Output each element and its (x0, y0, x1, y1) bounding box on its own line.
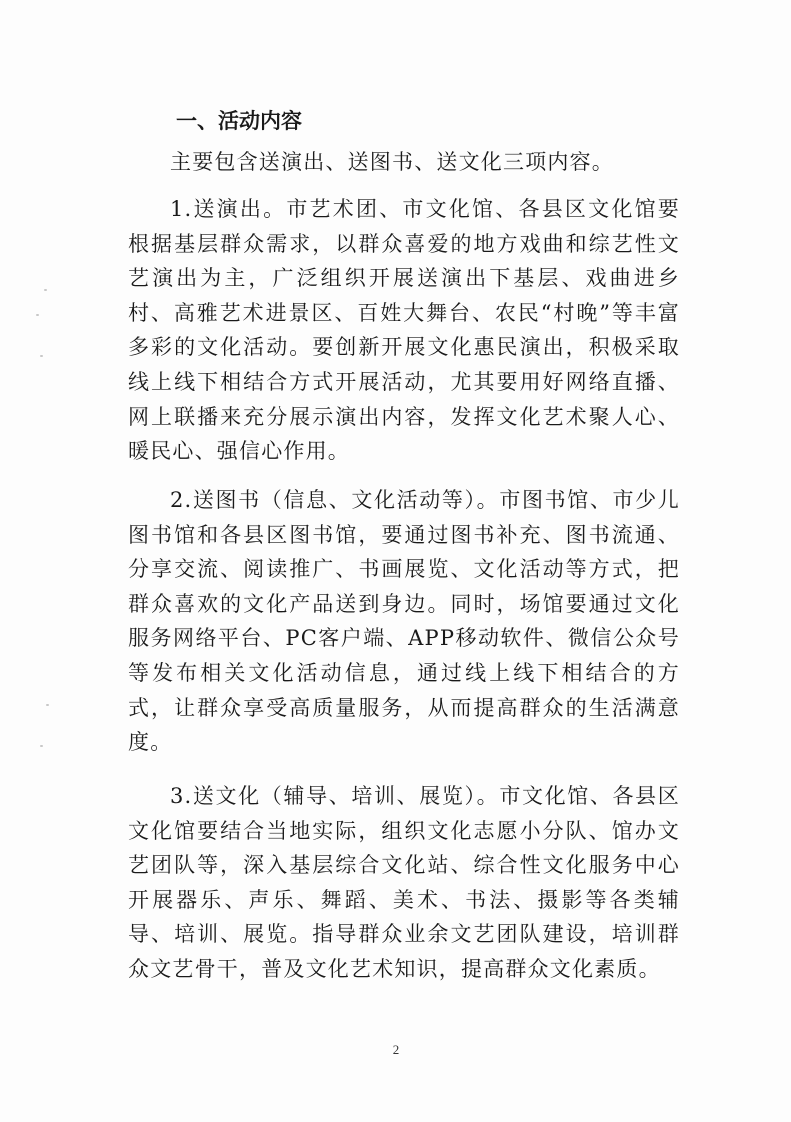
intro-paragraph: 主要包含送演出、送图书、送文化三项内容。 (170, 150, 614, 174)
item-lead-books: 2.送图书（信息、文化活动等）。 (170, 488, 500, 512)
section-heading: 一、活动内容 (176, 109, 302, 133)
scan-speck (40, 745, 43, 747)
page-number: 2 (392, 1042, 400, 1057)
item-text-performance: 市艺术团、市文化馆、各县区文化馆要根据基层群众需求，以群众喜爱的地方戏曲和综艺性文艺演出为主，广泛组织开展送演出下基层、戏曲进乡村、高雅艺术进景区、百姓大舞台、农民“村晚”等丰富多彩的文化活动。要创新开展文化惠民演出，积极采取线上线下相结合方式开展活动，尤其要用好网络直播、网上联播来充分展示演出内容，发挥文化艺术聚人心、暖民心、强信心作用。 (128, 197, 680, 464)
item-paragraph-culture (128, 779, 680, 987)
item-text-books: 市图书馆、市少儿图书馆和各县区图书馆，要通过图书补充、图书流通、分享交流、阅读推广、书画展览、文化活动等方式，把群众喜欢的文化产品送到身边。同时，场馆要通过文化服务网络平台、PC客户端、APP移动软件、微信公众号等发布相关文化活动信息，通过线上线下相结合的方式，让群众享受高质量服务，从而提高群众的生活满意度。 (128, 488, 680, 755)
item-paragraph-performance (128, 192, 680, 469)
scan-speck (46, 704, 49, 706)
item-lead-performance: 1.送演出。 (170, 197, 287, 221)
item-text-culture: 市文化馆、各县区文化馆要结合当地实际，组织文化志愿小分队、馆办文艺团队等，深入基层综合文化站、综合性文化服务中心开展器乐、声乐、舞蹈、美术、书法、摄影等各类辅导、培训、展览。指导群众业余文艺团队建设，培训群众文艺骨干，普及文化艺术知识，提高群众文化素质。 (128, 784, 680, 981)
scan-speck (40, 355, 43, 357)
item-lead-culture: 3.送文化（辅导、培训、展览）。 (170, 784, 500, 808)
scan-speck (44, 289, 47, 291)
scan-speck (36, 314, 39, 316)
item-paragraph-books (128, 483, 680, 760)
